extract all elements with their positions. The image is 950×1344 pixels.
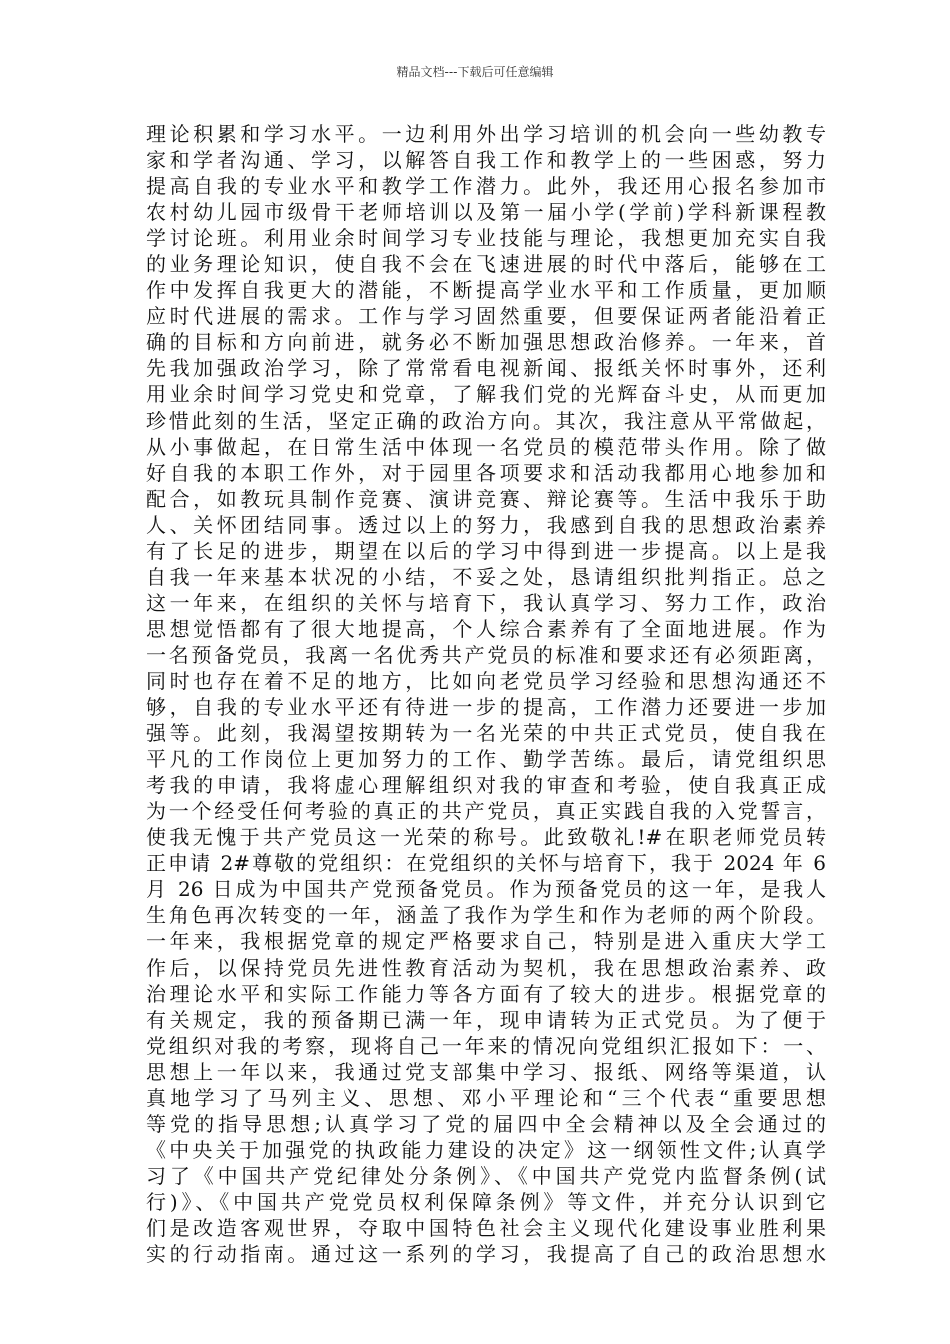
text-line: 学讨论班。利用业余时间学习专业技能与理论，我想更加充实自我: [146, 226, 826, 251]
text-line: 作中发挥自我更大的潜能，不断提高学业水平和工作质量，更加顺: [146, 278, 826, 303]
text-line: 思想觉悟都有了很大地提高，个人综合素养有了全面地进展。作为: [146, 616, 826, 641]
text-line: 使我无愧于共产党员这一光荣的称号。此致敬礼!#在职老师党员转: [146, 825, 826, 850]
text-line: 应时代进展的需求。工作与学习固然重要，但要保证两者能沿着正: [146, 304, 826, 329]
text-line: 的业务理论知识，使自我不会在飞速进展的时代中落后，能够在工: [146, 252, 826, 277]
text-line: 们是改造客观世界，夺取中国特色社会主义现代化建设事业胜利果: [146, 1215, 826, 1240]
text-line: 月 26 日成为中国共产党预备党员。作为预备党员的这一年，是我人: [146, 877, 826, 902]
text-line: 家和学者沟通、学习，以解答自我工作和教学上的一些困惑，努力: [146, 148, 826, 173]
text-line: 人、关怀团结同事。透过以上的努力，我感到自我的思想政治素养: [146, 512, 826, 537]
text-line: 生角色再次转变的一年，涵盖了我作为学生和作为老师的两个阶段。: [146, 903, 826, 928]
text-line: 正申请 2#尊敬的党组织：在党组织的关怀与培育下，我于 2024 年 6: [146, 851, 826, 876]
text-line: 先我加强政治学习，除了常常看电视新闻、报纸关怀时事外，还利: [146, 356, 826, 381]
text-line: 强等。此刻，我渴望按期转为一名光荣的中共正式党员，使自我在: [146, 721, 826, 746]
text-line: 平凡的工作岗位上更加努力的工作、勤学苦练。最后，请党组织思: [146, 747, 826, 772]
text-line: 提高自我的专业水平和教学工作潜力。此外，我还用心报名参加市: [146, 174, 826, 199]
text-line: 行)》、《中国共产党党员权利保障条例》等文件，并充分认识到它: [146, 1189, 826, 1214]
text-line: 治理论水平和实际工作能力等各方面有了较大的进步。根据党章的: [146, 981, 826, 1006]
text-line: 珍惜此刻的生活，坚定正确的政治方向。其次，我注意从平常做起，: [146, 408, 826, 433]
text-line: 作后，以保持党员先进性教育活动为契机，我在思想政治素养、政: [146, 955, 826, 980]
text-line: 确的目标和方向前进，就务必不断加强思想政治修养。一年来，首: [146, 330, 826, 355]
text-line: 这一年来，在组织的关怀与培育下，我认真学习、努力工作，政治: [146, 590, 826, 615]
page-header: 精品文档---下载后可任意编辑: [396, 65, 554, 79]
text-line: 为一个经受任何考验的真正的共产党员，真正实践自我的入党誓言，: [146, 799, 826, 824]
text-line: 理论积累和学习水平。一边利用外出学习培训的机会向一些幼教专: [146, 122, 826, 146]
text-line: 有了长足的进步，期望在以后的学习中得到进一步提高。以上是我: [146, 538, 826, 563]
text-line: 一名预备党员，我离一名优秀共产党员的标准和要求还有必须距离，: [146, 642, 826, 667]
text-line: 好自我的本职工作外，对于园里各项要求和活动我都用心地参加和: [146, 460, 826, 485]
text-line: 同时也存在着不足的地方，比如向老党员学习经验和思想沟通还不: [146, 668, 826, 693]
text-line: 一年来，我根据党章的规定严格要求自己，特别是进入重庆大学工: [146, 929, 826, 954]
text-line: 够，自我的专业水平还有待进一步的提高，工作潜力还要进一步加: [146, 695, 826, 720]
text-line: 实的行动指南。通过这一系列的学习，我提高了自己的政治思想水: [146, 1242, 826, 1267]
text-line: 用业余时间学习党史和党章，了解我们党的光辉奋斗史，从而更加: [146, 382, 826, 407]
text-line: 真地学习了马列主义、思想、邓小平理论和“三个代表“重要思想: [146, 1085, 826, 1110]
text-line: 配合，如教玩具制作竞赛、演讲竞赛、辩论赛等。生活中我乐于助: [146, 486, 826, 511]
text-line: 习了《中国共产党纪律处分条例》、《中国共产党党内监督条例(试: [146, 1163, 826, 1188]
text-line: 有关规定，我的预备期已满一年，现申请转为正式党员。为了便于: [146, 1007, 826, 1032]
text-line: 思想上一年以来，我通过党支部集中学习、报纸、网络等渠道，认: [146, 1059, 826, 1084]
text-line: 考我的申请，我将虚心理解组织对我的审查和考验，使自我真正成: [146, 773, 826, 798]
text-line: 农村幼儿园市级骨干老师培训以及第一届小学(学前)学科新课程教: [146, 200, 826, 225]
text-line: 党组织对我的考察，现将自己一年来的情况向党组织汇报如下：一、: [146, 1033, 826, 1058]
text-line: 等党的指导思想;认真学习了党的届四中全会精神以及全会通过的: [146, 1111, 826, 1136]
text-line: 自我一年来基本状况的小结，不妥之处，恳请组织批判指正。总之: [146, 564, 826, 589]
text-line: 《中央关于加强党的执政能力建设的决定》这一纲领性文件;认真学: [146, 1137, 826, 1162]
document-body: [146, 121, 826, 1267]
text-line: 从小事做起，在日常生活中体现一名党员的模范带头作用。除了做: [146, 434, 826, 459]
